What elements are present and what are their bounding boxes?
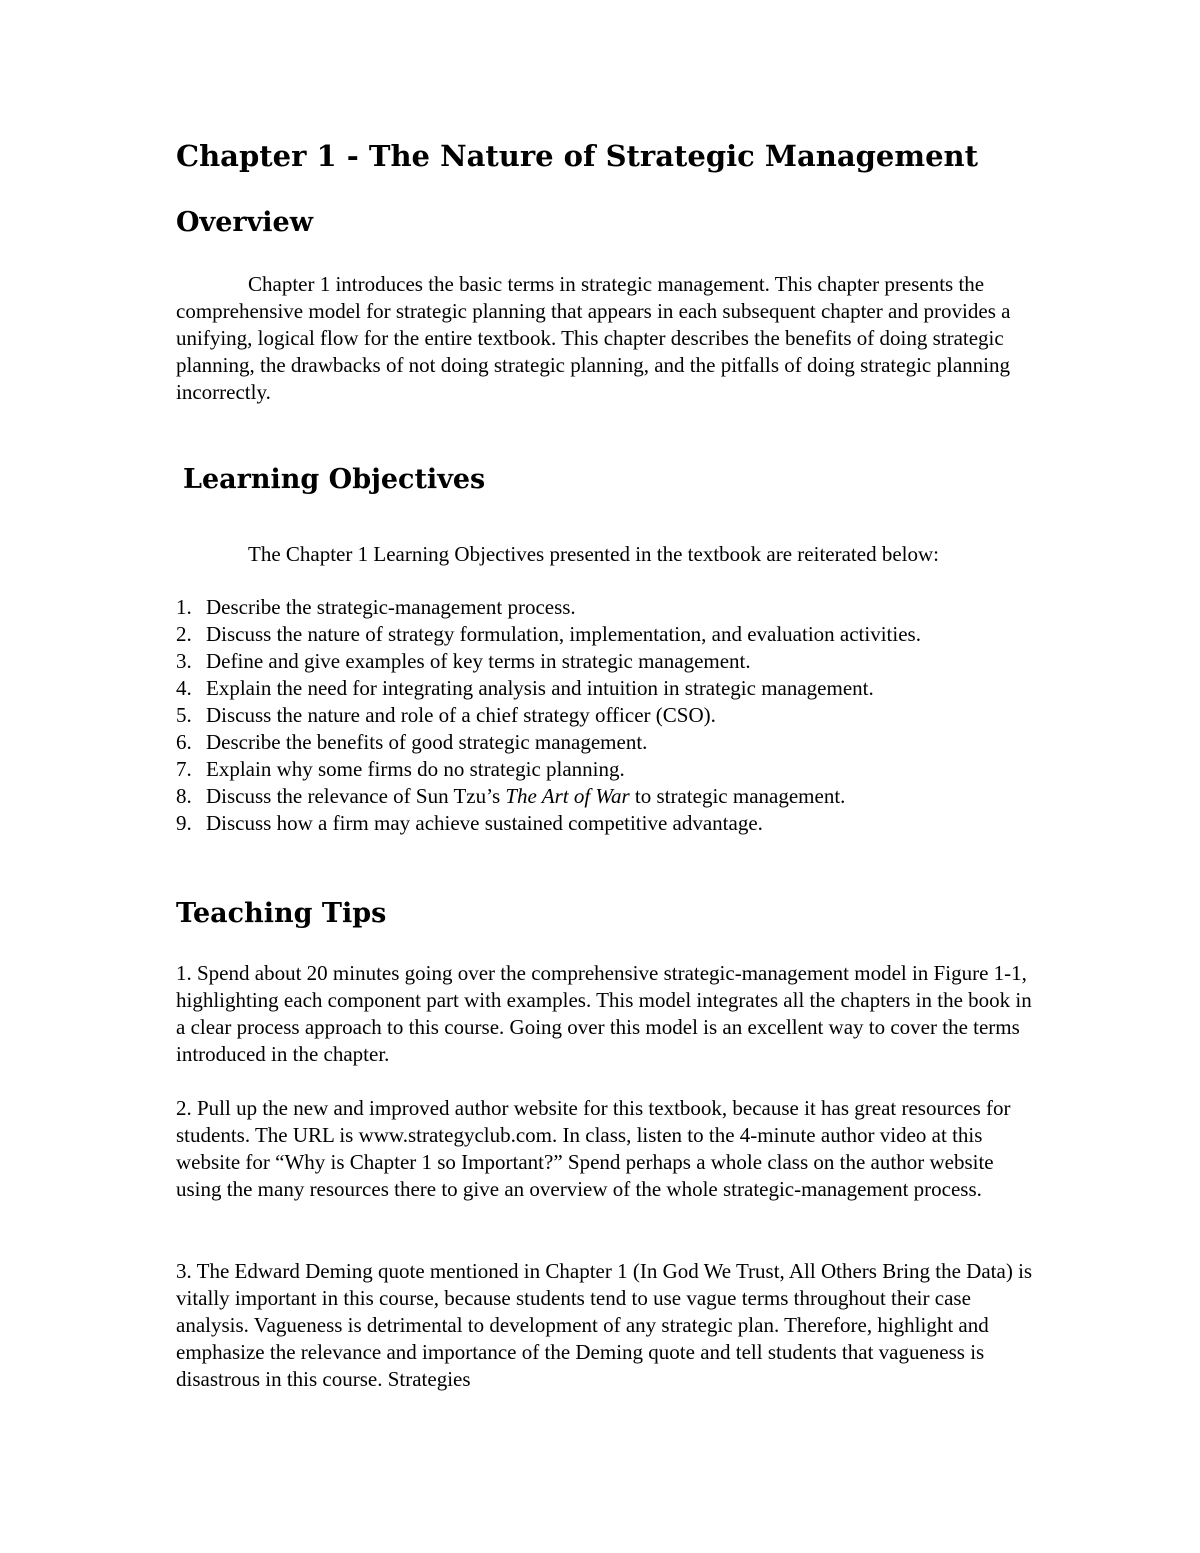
list-item bbox=[176, 756, 1056, 783]
overview-heading: Overview bbox=[176, 207, 313, 238]
learning-objectives-list bbox=[176, 594, 1056, 837]
list-item bbox=[176, 783, 1056, 810]
list-item bbox=[176, 621, 1056, 648]
list-item-number: 6. bbox=[176, 730, 192, 754]
teaching-tips-heading: Teaching Tips bbox=[176, 898, 387, 929]
list-item-number: 4. bbox=[176, 676, 192, 700]
learning-objectives-intro: The Chapter 1 Learning Objectives presented in the textbook are reiterated below: bbox=[248, 542, 939, 566]
list-item-text-before: Discuss the relevance of Sun Tzu’s bbox=[206, 784, 506, 808]
list-item-number: 5. bbox=[176, 703, 192, 727]
list-item-number: 1. bbox=[176, 595, 192, 619]
list-item-text bbox=[206, 783, 1056, 810]
list-item-text: Explain the need for integrating analysis and intuition in strategic management. bbox=[206, 676, 874, 700]
list-item-text: Discuss the nature of strategy formulation, implementation, and evaluation activities. bbox=[206, 622, 921, 646]
list-item bbox=[176, 648, 1056, 675]
list-item-text: Explain why some firms do no strategic planning. bbox=[206, 757, 625, 781]
list-item-text: Discuss the nature and role of a chief strategy officer (CSO). bbox=[206, 703, 716, 727]
list-item bbox=[176, 675, 1056, 702]
list-item-text: Discuss how a firm may achieve sustained competitive advantage. bbox=[206, 811, 763, 835]
overview-paragraph: Chapter 1 introduces the basic terms in strategic management. This chapter presents the comprehensive model for strategic planning that appears in each subsequent chapter and provides a unifying, logical flow for the entire textbook. This chapter describes the benefits of doing strategic planning, the drawbacks of not doing strategic planning, and the pitfalls of doing strategic planning incorrectly. bbox=[176, 272, 1011, 404]
list-item-number: 8. bbox=[176, 784, 192, 808]
list-item bbox=[176, 594, 1056, 621]
teaching-tip-2: 2. Pull up the new and improved author website for this textbook, because it has great resources for students. The URL is www.strategyclub.com. In class, listen to the 4-minute author video at this website for “Why is Chapter 1 so Important?” Spend perhaps a whole class on the author website using the many resources there to give an overview of the whole strategic-management process. bbox=[176, 1096, 1011, 1201]
list-item bbox=[176, 810, 1056, 837]
list-item-text: Describe the strategic-management process. bbox=[206, 595, 576, 619]
teaching-tip-1: 1. Spend about 20 minutes going over the comprehensive strategic-management model in Figure 1-1, highlighting each component part with examples. This model integrates all the chapters in the book in a clear process approach to this course. Going over this model is an excellent way to cover the terms introduced in the chapter. bbox=[176, 961, 1032, 1066]
list-item-number: 7. bbox=[176, 757, 192, 781]
page-title: Chapter 1 - The Nature of Strategic Management bbox=[176, 139, 979, 173]
list-item-number: 3. bbox=[176, 649, 192, 673]
list-item-text-after: to strategic management. bbox=[629, 784, 846, 808]
list-item-number: 2. bbox=[176, 622, 192, 646]
list-item bbox=[176, 729, 1056, 756]
teaching-tip-3: 3. The Edward Deming quote mentioned in Chapter 1 (In God We Trust, All Others Bring the Data) is vitally important in this course, because students tend to use vague terms throughout their case analysis. Vagueness is detrimental to development of any strategic plan. Therefore, highlight and emphasize the relevance and importance of the Deming quote and tell students that vagueness is disastrous in this course. Strategies bbox=[176, 1259, 1033, 1391]
list-item-text: Define and give examples of key terms in strategic management. bbox=[206, 649, 751, 673]
list-item-text: Describe the benefits of good strategic management. bbox=[206, 730, 648, 754]
book-title-italic: The Art of War bbox=[505, 784, 630, 808]
list-item bbox=[176, 702, 1056, 729]
learning-objectives-heading: Learning Objectives bbox=[183, 464, 486, 495]
list-item-number: 9. bbox=[176, 811, 192, 835]
